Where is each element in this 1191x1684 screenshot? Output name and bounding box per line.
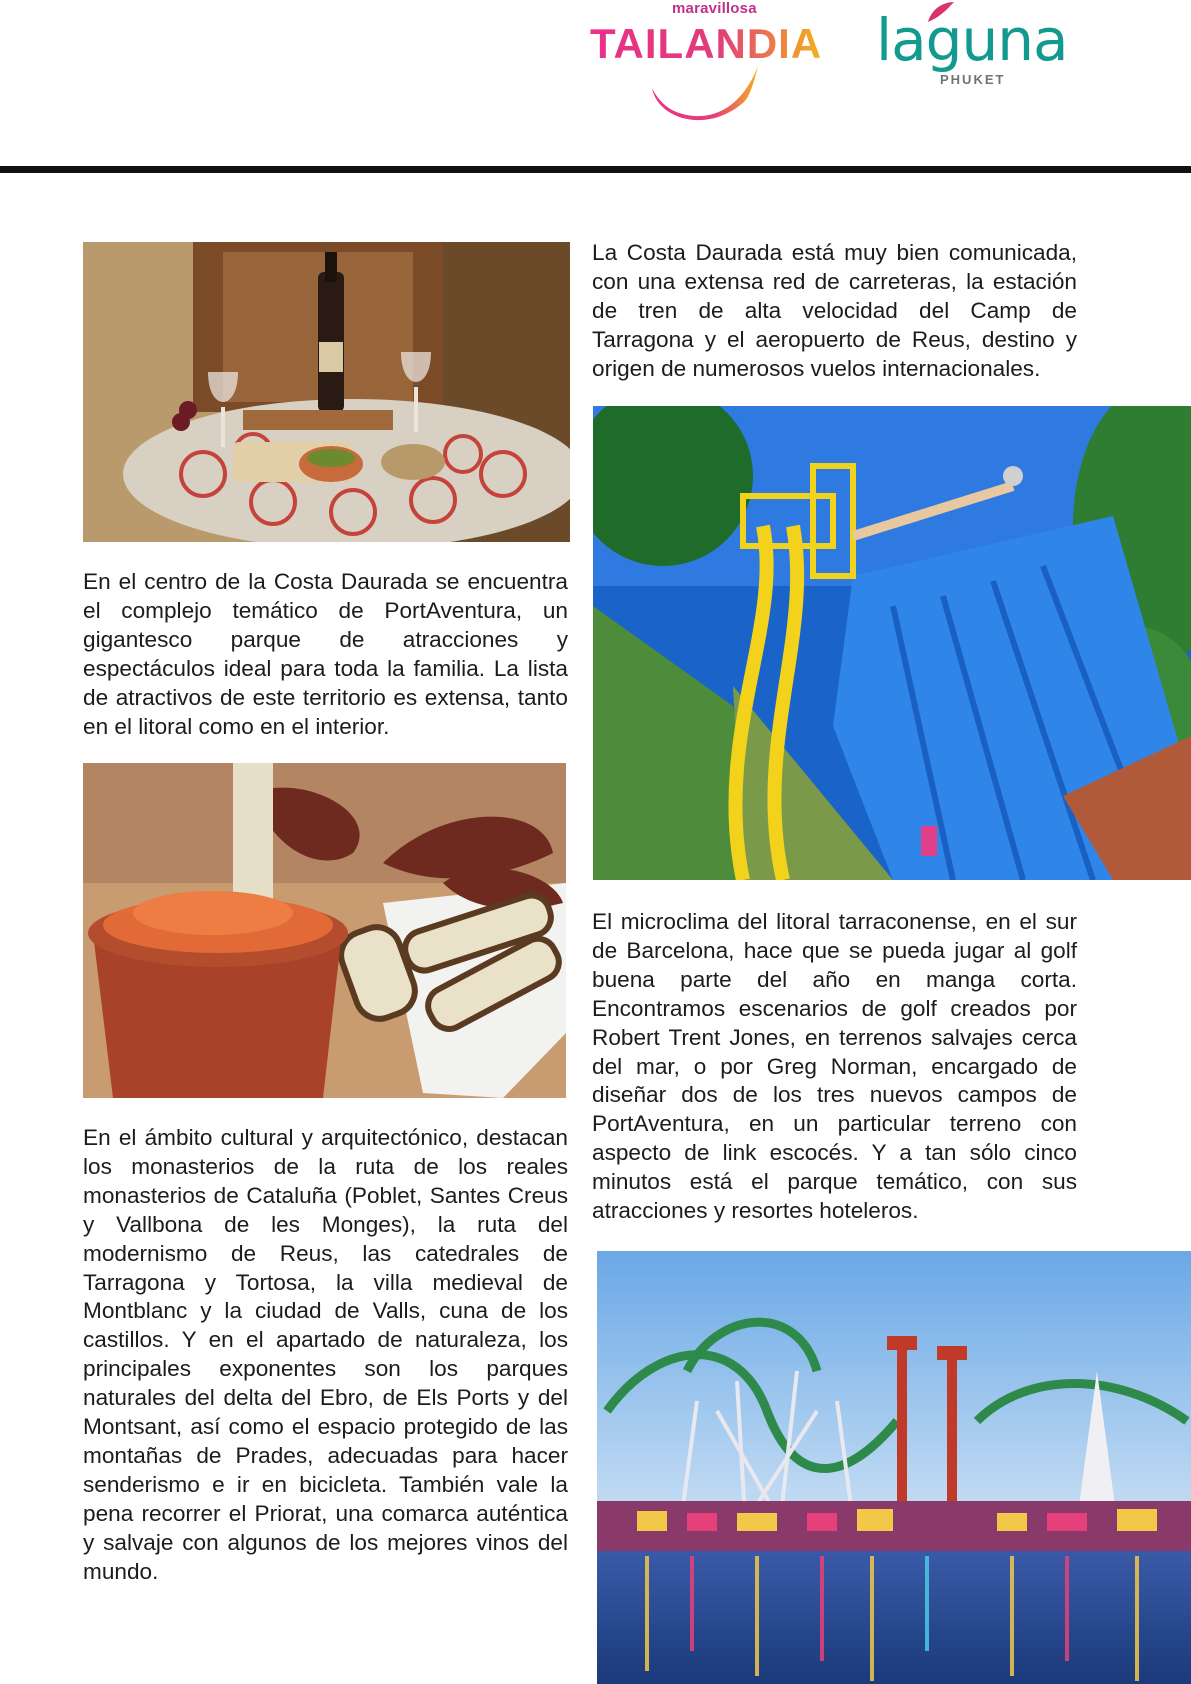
tailandia-logo (588, 0, 844, 136)
rollercoaster-photo (597, 1251, 1191, 1684)
laguna-logo-wordmark: laguna (876, 6, 1068, 74)
wine-table-photo (83, 242, 570, 542)
romesco-photo (83, 763, 566, 1098)
laguna-logo (874, 0, 1084, 100)
right-paragraph-2: El microclima del litoral tarraconense, en el sur de Barcelona, hace que se pueda jugar al golf buena parte del año en manga corta. Encontramos escenarios de golf creados por Robert Trent Jones, en terrenos salvajes cerca del mar, o por Greg Norman, encargado de diseñar dos de los tres nuevos campos de PortAventura, en un particular terreno con aspecto de link escocés. Y a tan sólo cinco minutos está el parque temático, con sus atracciones y resortes hoteleros. (592, 909, 1077, 1224)
right-paragraph-1: La Costa Daurada está muy bien comunicada, con una extensa red de carreteras, la estación de tren de alta velocidad del Camp de Tarragona y el aeropuerto de Reus, destino y origen de numerosos vuelos internacionales. (592, 240, 1077, 381)
waterslide-photo (593, 406, 1191, 880)
tailandia-logo-wordmark: TAILANDIA (590, 20, 823, 67)
tailandia-logo-tagline: maravillosa (672, 0, 757, 17)
left-paragraph-2: En el ámbito cultural y arquitectónico, destacan los monasterios de la ruta de los reales monasterios de Cataluña (Poblet, Santes Creus y Vallbona de les Monges), la ruta del modernismo de Reus, las catedrales de Tarragona y Tortosa, la villa medieval de Montblanc y la ciudad de Valls, cuna de los castillos. Y en el apartado de naturaleza, los principales exponentes son los parques naturales del delta del Ebro, de Els Ports y del Montsant, así como el espacio protegido de las montañas de Prades, adecuadas para hacer senderismo e ir en bicicleta. También vale la pena recorrer el Priorat, una comarca auténtica y salvaje con algunos de los mejores vinos del mundo. (83, 1125, 568, 1584)
tailandia-swoosh-icon (648, 62, 758, 132)
laguna-logo-location: PHUKET (940, 72, 1006, 87)
left-paragraph-1: En el centro de la Costa Daurada se encuentra el complejo temático de PortAventura, un gigantesco parque de atracciones y espectáculos ideal para toda la familia. La lista de atractivos de este territorio es extensa, tanto en el litoral como en el interior. (83, 569, 568, 739)
header-divider (0, 166, 1191, 173)
